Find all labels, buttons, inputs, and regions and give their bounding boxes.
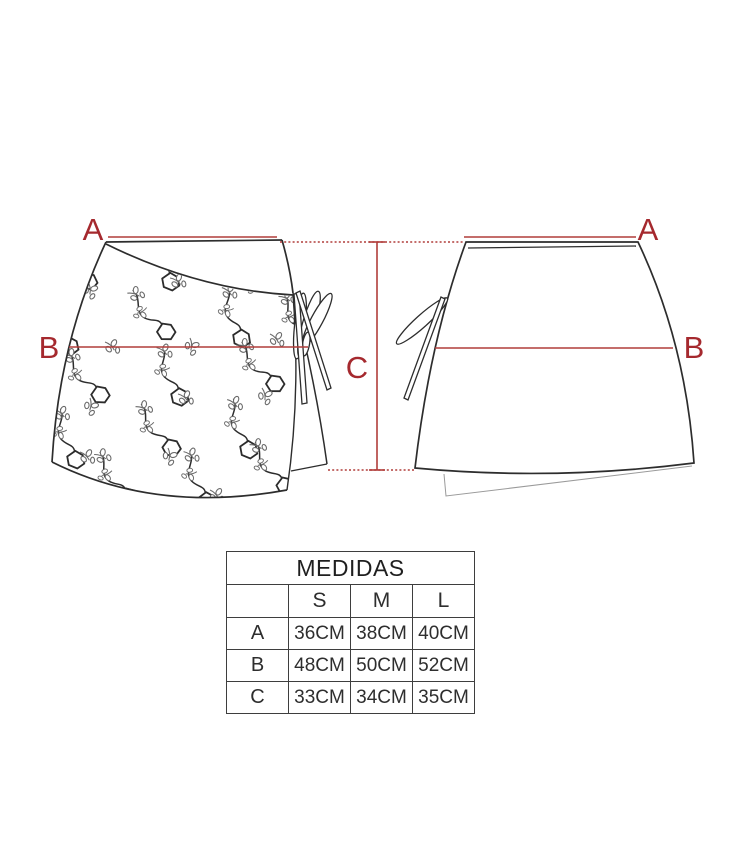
value-c-m: 34CM <box>351 682 413 714</box>
size-header-row <box>227 585 475 618</box>
size-header-l: L <box>413 585 475 618</box>
corner-cell <box>227 585 289 618</box>
row-label-c: C <box>227 682 289 714</box>
table-row-b <box>227 650 475 682</box>
value-b-m: 50CM <box>351 650 413 682</box>
value-a-l: 40CM <box>413 618 475 650</box>
table-row-c <box>227 682 475 714</box>
value-a-m: 38CM <box>351 618 413 650</box>
table-row-a <box>227 618 475 650</box>
label-b-back: B <box>683 330 705 365</box>
label-a-front: A <box>82 212 104 247</box>
size-header-m: M <box>351 585 413 618</box>
size-header-s: S <box>289 585 351 618</box>
value-a-s: 36CM <box>289 618 351 650</box>
measurements-table <box>226 551 475 714</box>
back-skirt-drawing <box>393 242 694 496</box>
value-c-l: 35CM <box>413 682 475 714</box>
label-c: C <box>345 350 369 385</box>
back-skirt-body <box>415 242 694 473</box>
value-b-l: 52CM <box>413 650 475 682</box>
label-b-front: B <box>38 330 60 365</box>
row-label-a: A <box>227 618 289 650</box>
value-c-s: 33CM <box>289 682 351 714</box>
front-skirt-drawing <box>35 220 336 510</box>
row-label-b: B <box>227 650 289 682</box>
table-title: MEDIDAS <box>227 552 475 585</box>
value-b-s: 48CM <box>289 650 351 682</box>
label-a-back: A <box>637 212 659 247</box>
